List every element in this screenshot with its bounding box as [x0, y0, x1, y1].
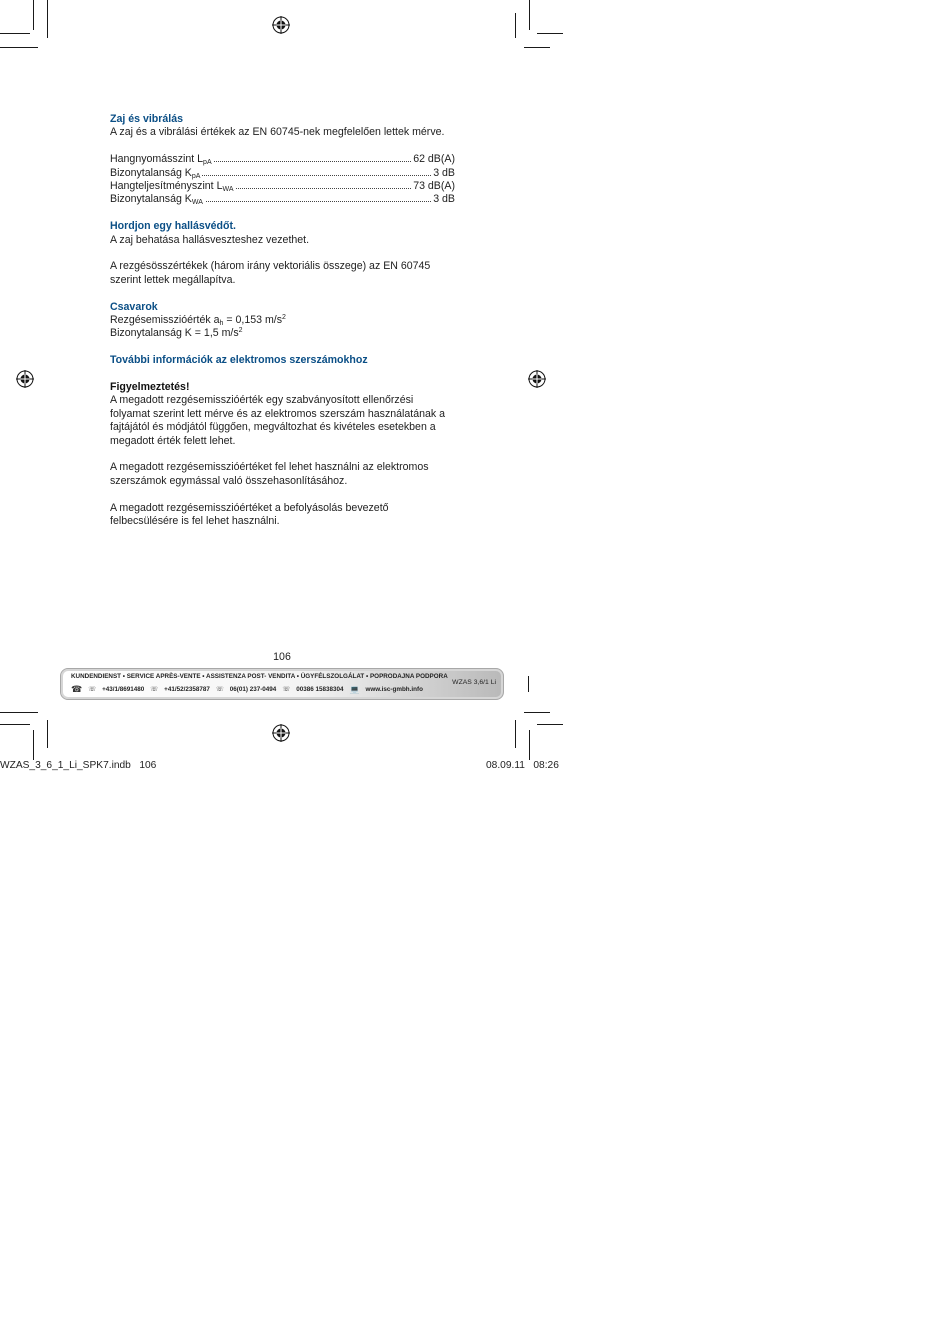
- registration-mark-icon: [272, 16, 290, 34]
- registration-mark-icon: [272, 724, 290, 742]
- page-number: 106: [273, 651, 291, 663]
- measurement-row: Bizonytalanság $K_{WA}$ 3 dB: [110, 193, 455, 207]
- crop-mark: [515, 720, 516, 748]
- measurement-label: Bizonytalanság K: [110, 166, 192, 179]
- crop-mark: [515, 13, 516, 38]
- measurement-value: 62 dB(A): [413, 153, 455, 166]
- model-code: WZAS 3,6/1 Li: [452, 679, 496, 686]
- crop-mark: [528, 676, 529, 692]
- phone-icon: ☏: [215, 686, 224, 693]
- section-heading-screws: Csavarok: [110, 300, 158, 313]
- measurement-value: 3 dB: [433, 166, 455, 179]
- warning-text: A megadott rezgésemisszióérték egy szabványosított ellenőrzési folyamat szerint lett mérve és az elektromos szerszám használatának a fajtájától és módjától függően, megváltozhat és kivételes esetekben a megadott érték felett lehet.: [110, 394, 446, 447]
- crop-mark: [47, 0, 48, 38]
- screws-emission-line: Rezgésemisszióérték $a_h = 0,153$ $m/s^2$: [110, 313, 286, 327]
- crop-mark: [0, 724, 30, 725]
- crop-mark: [524, 47, 550, 48]
- measurement-value: 3 dB: [433, 193, 455, 206]
- crop-mark: [0, 33, 30, 34]
- phone-hu: 06(01) 237-0494: [229, 686, 277, 693]
- hearing-text: A zaj behatása hallásveszteshez vezethet.: [110, 233, 310, 246]
- print-slug-datetime: 08.09.11 08:26: [486, 760, 559, 771]
- crop-mark: [33, 730, 34, 760]
- measurement-row: Bizonytalanság $K_{pA}$ 3 dB: [110, 166, 455, 180]
- noise-intro: A zaj és a vibrálási értékek az EN 60745-nek megfelelően lettek mérve.: [110, 126, 445, 139]
- crop-mark: [47, 720, 48, 748]
- measurement-value: 73 dB(A): [413, 179, 455, 192]
- phone-si: 00386 15838304: [296, 686, 344, 693]
- crop-mark: [0, 47, 38, 48]
- computer-icon: 💻: [349, 685, 360, 694]
- measurement-label: Hangnyomásszint L: [110, 153, 204, 166]
- service-banner-title: KUNDENDIENST • SERVICE APRÈS-VENTE • ASSISTENZA POST- VENDITA • ÜGYFÉLSZOLGÁLAT • POPRODAJNA PODPORA: [71, 673, 448, 680]
- phone-at: +43/1/8691480: [102, 686, 145, 693]
- print-slug-file: WZAS_3_6_1_Li_SPK7.indb 106: [0, 760, 157, 771]
- vibration-total-text: A rezgésösszértékek (három irány vektoriális összege) az EN 60745 szerint lettek megállapítva.: [110, 260, 431, 286]
- page-content: [110, 113, 455, 528]
- measurement-label: Hangteljesítményszint L: [110, 179, 223, 192]
- warning-heading: Figyelmeztetés!: [110, 380, 190, 393]
- estimation-text: A megadott rezgésemisszióértéket a befolyásolás bevezető felbecsülésére is fel lehet használni.: [110, 501, 389, 527]
- phone-ch: +41/52/2358787: [164, 686, 210, 693]
- crop-mark: [33, 0, 34, 30]
- measurement-row: Hangnyomásszint $L_{pA}$ 62 dB(A): [110, 153, 455, 167]
- measurement-label: Bizonytalanság K: [110, 193, 192, 206]
- service-contacts: [71, 684, 429, 695]
- registration-mark-icon: [16, 370, 34, 388]
- section-heading-more-info: További információk az elektromos szerszámokhoz: [110, 354, 368, 367]
- phone-icon: ☏: [150, 686, 159, 693]
- crop-mark: [529, 730, 530, 760]
- phone-icon: ☏: [88, 686, 97, 693]
- comparison-text: A megadott rezgésemisszióértéket fel lehet használni az elektromos szerszámok egymással való összehasonlításához.: [110, 461, 429, 487]
- crop-mark: [537, 33, 563, 34]
- section-heading-noise: Zaj és vibrálás: [110, 113, 184, 125]
- service-website[interactable]: www.isc-gmbh.info: [365, 686, 423, 693]
- crop-mark: [524, 712, 550, 713]
- phone-icon: ☎: [71, 684, 83, 694]
- crop-mark: [529, 0, 530, 30]
- crop-mark: [0, 712, 38, 713]
- service-banner: [60, 668, 504, 700]
- section-heading-hearing: Hordjon egy hallásvédőt.: [110, 220, 236, 233]
- phone-icon: ☏: [282, 686, 291, 693]
- measurement-row: Hangteljesítményszint $L_{WA}$ 73 dB(A): [110, 179, 455, 193]
- registration-mark-icon: [528, 370, 546, 388]
- screws-uncertainty-line: Bizonytalanság K = 1,5 $m/s^2$: [110, 327, 243, 340]
- crop-mark: [537, 724, 563, 725]
